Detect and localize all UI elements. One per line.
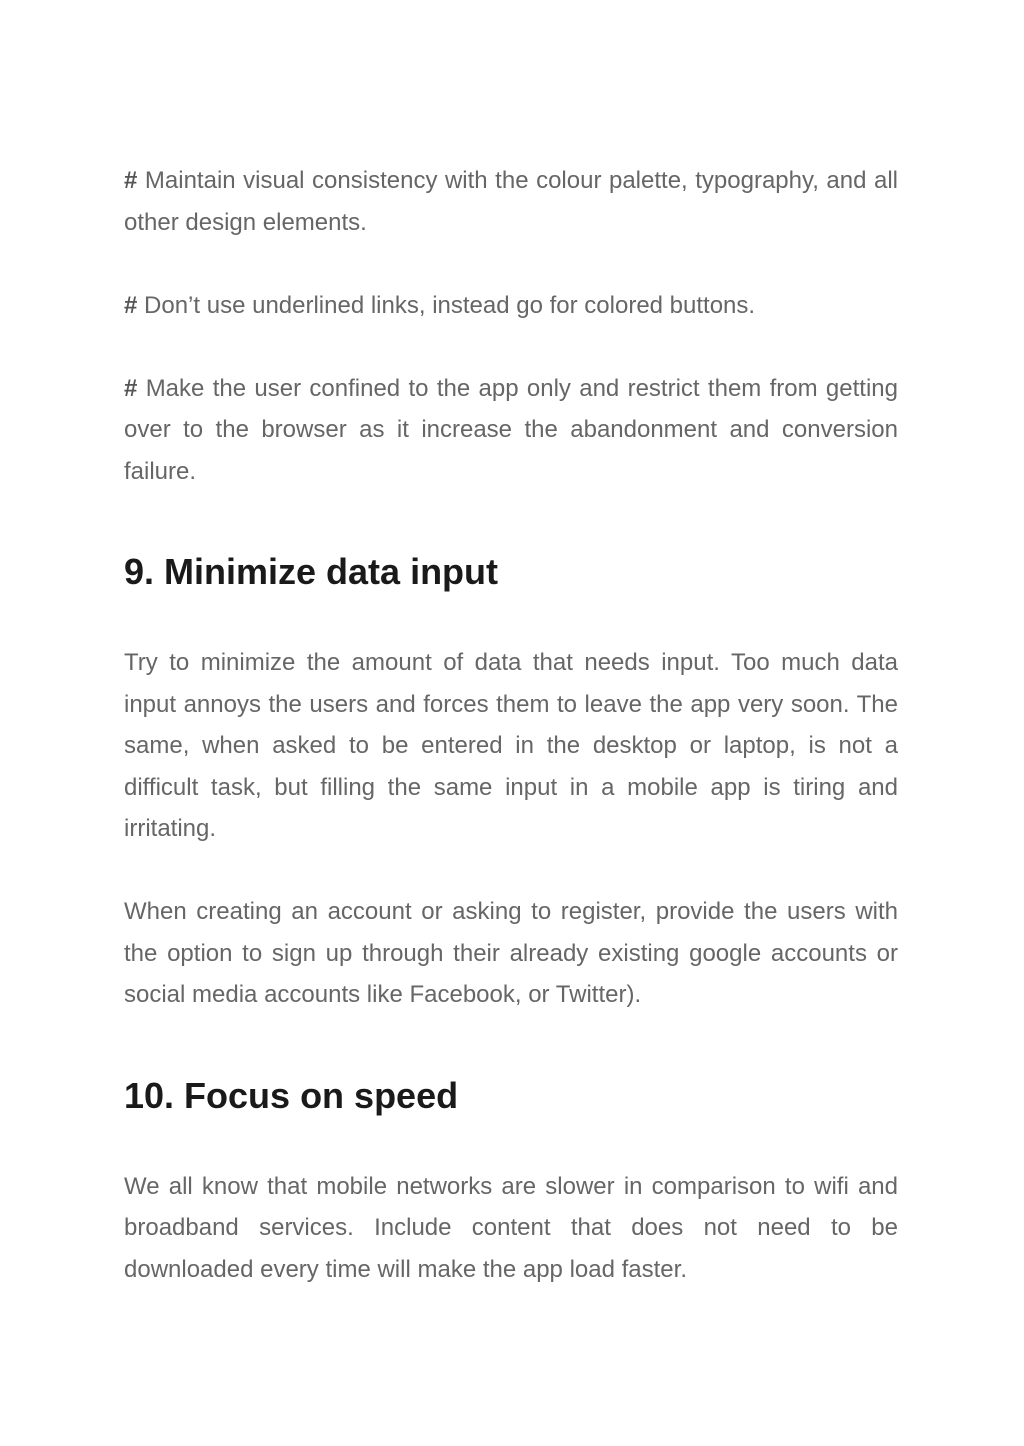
section-heading-focus-on-speed: 10. Focus on speed xyxy=(124,1074,459,1116)
bullet-paragraph xyxy=(124,368,898,493)
bullet-paragraph xyxy=(124,160,898,243)
body-paragraph: Try to minimize the amount of data that needs input. Too much data input annoys the users and forces them to leave the app very soon. The same, when asked to be entered in the desktop or laptop, is not a difficult task, but filling the same input in a mobile app is tiring and irritating. xyxy=(124,649,898,842)
hash-marker: # xyxy=(124,291,138,319)
body-paragraph: When creating an account or asking to register, provide the users with the option to sign up through their already existing google accounts or social media accounts like Facebook, or Twitter). xyxy=(124,898,898,1008)
hash-marker: # xyxy=(124,374,138,402)
hash-marker: # xyxy=(124,167,138,194)
bullet-text: Maintain visual consistency with the colour palette, typography, and all other design elements. xyxy=(124,167,898,236)
body-paragraph: We all know that mobile networks are slower in comparison to wifi and broadband services. Include content that does not need to be downloaded every time will make the app load faster. xyxy=(124,1172,898,1283)
bullet-text: Make the user confined to the app only and restrict them from getting over to the browser as it increase the abandonment and conversion failure. xyxy=(124,374,898,485)
bullet-text: Don’t use underlined links, instead go for colored buttons. xyxy=(144,291,756,319)
bullet-paragraph xyxy=(124,285,898,327)
section-heading-minimize-data-input: 9. Minimize data input xyxy=(124,551,499,592)
